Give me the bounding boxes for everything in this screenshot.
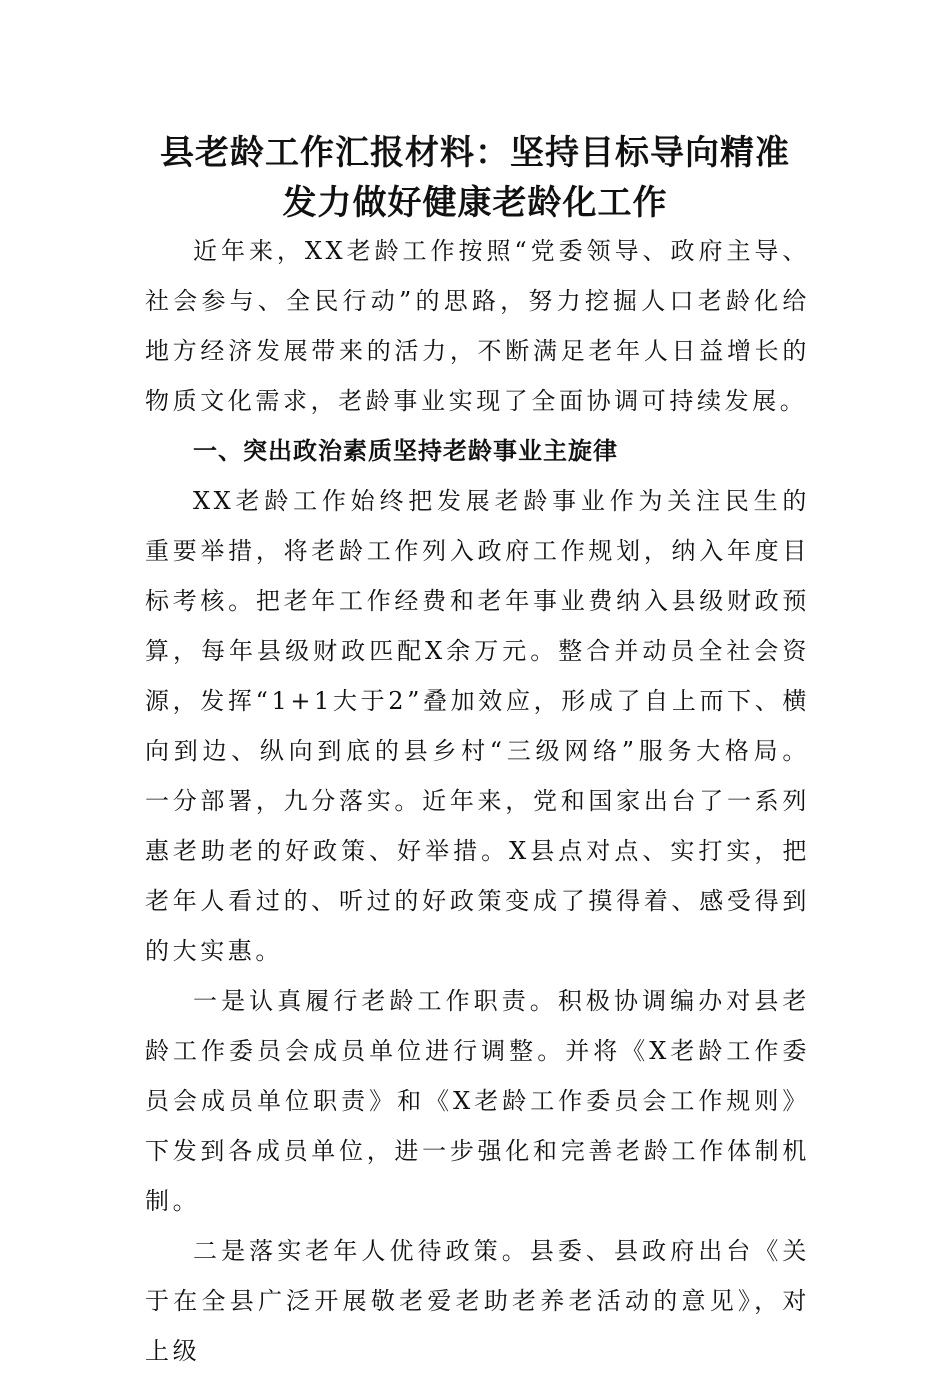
section-heading: 一、突出政治素质坚持老龄事业主旋律 [193, 437, 618, 465]
intro-paragraph: 近年来，XX老龄工作按照“党委领导、政府主导、社会参与、全民行动”的思路，努力挖掘人口老龄化给地方经济发展带来的活力，不断满足老年人日益增长的物质文化需求，老龄事业实现了全面协调可持续发展。 [145, 237, 810, 415]
document-title-line-2: 发力做好健康老龄化工作 [282, 183, 668, 223]
document-title-line-1: 县老龄工作汇报材料：坚持目标导向精准 [160, 133, 790, 173]
body-paragraph: 二是落实老年人优待政策。县委、县政府出台《关于在全县广泛开展敬老爱老助老养老活动的意见》，对上级 [145, 1237, 810, 1365]
body-paragraph: 一是认真履行老龄工作职责。积极协调编办对县老龄工作委员会成员单位进行调整。并将《X老龄工作委员会成员单位职责》和《X老龄工作委员会工作规则》下发到各成员单位，进一步强化和完善老龄工作体制机制。 [145, 987, 810, 1215]
body-paragraph: XX老龄工作始终把发展老龄事业作为关注民生的重要举措，将老龄工作列入政府工作规划，纳入年度目标考核。把老年工作经费和老年事业费纳入县级财政预算，每年县级财政匹配X余万元。整合并动员全社会资源，发挥“1+1大于2”叠加效应，形成了自上而下、横向到边、纵向到底的县乡村“三级网络”服务大格局。一分部署，九分落实。近年来，党和国家出台了一系列惠老助老的好政策、好举措。X县点对点、实打实，把老年人看过的、听过的好政策变成了摸得着、感受得到的大实惠。 [145, 487, 810, 965]
document-body [145, 226, 810, 1376]
